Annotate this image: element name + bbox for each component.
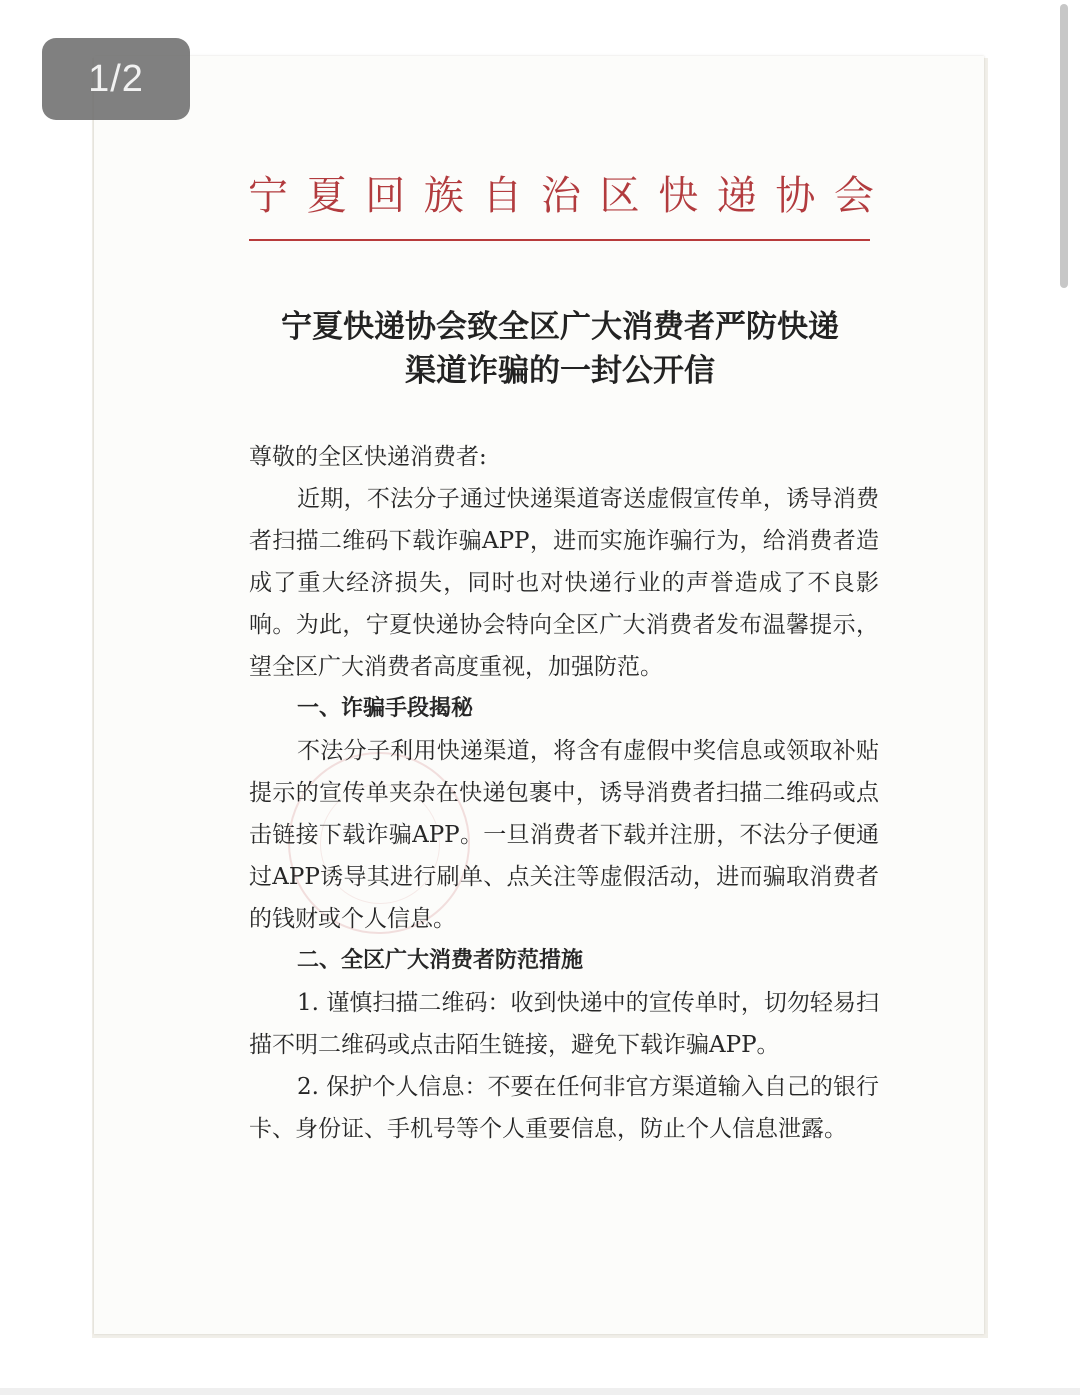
letterhead: 宁夏回族自治区快递协会 <box>248 173 893 219</box>
vertical-scrollbar[interactable] <box>1060 4 1068 288</box>
intro-paragraph: 近期，不法分子通过快递渠道寄送虚假宣传单，诱导消费者扫描二维码下载诈骗APP，进而实施诈骗行为，给消费者造成了重大经济损失，同时也对快递行业的声誉造成了不良影响。为此，宁夏快递协会特向全区广大消费者发布温馨提示，望全区广大消费者高度重视，加强防范。 <box>249 486 879 680</box>
document-title-line-2: 渠道诈骗的一封公开信 <box>405 353 715 389</box>
salutation: 尊敬的全区快递消费者: <box>249 444 487 470</box>
bottom-edge <box>0 1388 1080 1395</box>
document-title <box>240 305 880 393</box>
measure-qr-code: 1. 谨慎扫描二维码：收到快递中的宣传单时，切勿轻易扫描不明二维码或点击陌生链接，避免下载诈骗APP。 <box>249 990 879 1058</box>
page-indicator: 1/2 <box>42 38 190 120</box>
letterhead-divider <box>249 239 870 241</box>
document-title-line-1: 宁夏快递协会致全区广大消费者严防快递 <box>281 309 839 345</box>
section-heading-fraud-methods: 一、诈骗手段揭秘 <box>297 696 474 721</box>
letter-body <box>249 436 879 1150</box>
section-heading-prevention: 二、全区广大消费者防范措施 <box>297 948 584 973</box>
measure-personal-info: 2. 保护个人信息：不要在任何非官方渠道输入自己的银行卡、身份证、手机号等个人重要信息，防止个人信息泄露。 <box>249 1074 879 1142</box>
fraud-methods-paragraph: 不法分子利用快递渠道，将含有虚假中奖信息或领取补贴提示的宣传单夹杂在快递包裹中，诱导消费者扫描二维码或点击链接下载诈骗APP。一旦消费者下载并注册，不法分子便通过APP诱导其进行刷单、点关注等虚假活动，进而骗取消费者的钱财或个人信息。 <box>249 738 879 932</box>
